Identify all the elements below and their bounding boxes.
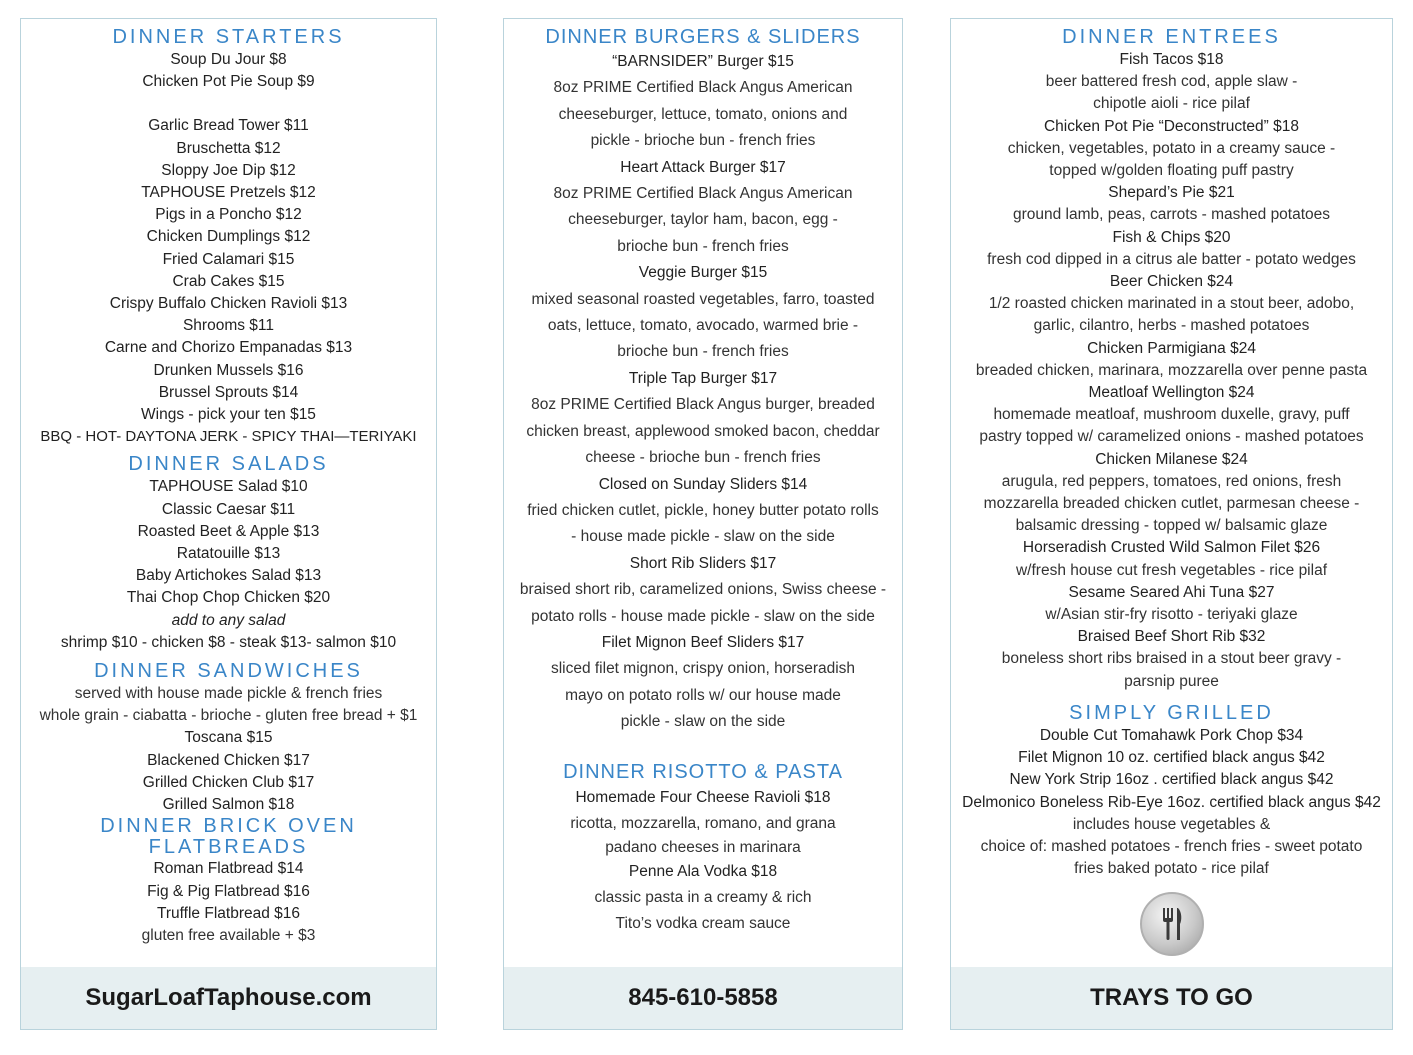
menu-item: Grilled Chicken Club $17: [142, 773, 315, 791]
item-description: sliced filet mignon, crispy onion, horseradish: [550, 660, 856, 678]
item-description: parsnip puree: [1124, 672, 1219, 690]
menu-item: Soup Du Jour $8: [170, 51, 287, 68]
dinner-flatbreads-heading: DINNER BRICK OVEN: [100, 815, 357, 838]
item-description: potato rolls - house made pickle - slaw on the side: [531, 607, 875, 625]
item-description: breaded chicken, marinara, mozzarella over penne pasta: [975, 361, 1368, 379]
menu-item: Chicken Milanese $24: [1095, 450, 1248, 468]
menu-item: Braised Beef Short Rib $32: [1077, 628, 1266, 646]
menu-item: Toscana $15: [184, 729, 273, 747]
menu-item: Meatloaf Wellington $24: [1088, 384, 1255, 402]
item-description: boneless short ribs braised in a stout beer gravy -: [1001, 650, 1342, 668]
menu-item: Shrooms $11: [182, 317, 275, 335]
menu-item: Garlic Bread Tower $11: [148, 117, 309, 135]
menu-item: Baby Artichokes Salad $13: [135, 567, 322, 585]
item-description: brioche bun - french fries: [617, 343, 789, 361]
item-description: cheeseburger, lettuce, tomato, onions and: [558, 105, 848, 123]
item-description: 8oz PRIME Certified Black Angus American: [553, 79, 853, 97]
menu-item: Triple Tap Burger $17: [628, 369, 778, 387]
salad-add-note: add to any salad: [171, 611, 286, 629]
item-description: padano cheeses in marinara: [605, 838, 801, 856]
item-description: balsamic dressing - topped w/ balsamic glaze: [1015, 517, 1328, 535]
item-description: Tito’s vodka cream sauce: [615, 915, 791, 933]
menu-item: New York Strip 16oz . certified black angus $42: [1009, 771, 1334, 789]
menu-item: Fried Calamari $15: [162, 250, 295, 268]
menu-item: Thai Chop Chop Chicken $20: [126, 589, 331, 607]
item-description: brioche bun - french fries: [617, 237, 789, 255]
item-description: includes house vegetables &: [1072, 815, 1271, 833]
menu-item: Roman Flatbread $14: [153, 860, 304, 878]
menu-item: Penne Ala Vodka $18: [628, 862, 778, 880]
item-description: choice of: mashed potatoes - french fries - sweet potato: [980, 837, 1363, 855]
menu-item: Horseradish Crusted Wild Salmon Filet $26: [1022, 539, 1321, 557]
menu-item: Filet Mignon 10 oz. certified black angus $42: [1018, 749, 1325, 767]
right-column: [951, 25, 1392, 956]
item-description: garlic, cilantro, herbs - mashed potatoes: [1033, 317, 1310, 335]
trays-to-go-footer: TRAYS TO GO: [951, 967, 1392, 1029]
dinner-entrees-heading: DINNER ENTREES: [1062, 26, 1281, 48]
item-description: topped w/golden floating puff pastry: [1049, 162, 1294, 180]
website-footer: SugarLoafTaphouse.com: [21, 967, 436, 1029]
menu-item: Chicken Pot Pie “Deconstructed” $18: [1043, 117, 1300, 135]
menu-item: “BARNSIDER” Burger $15: [612, 53, 794, 70]
menu-item: Truffle Flatbread $16: [156, 904, 301, 922]
fork-knife-glyph: [1158, 906, 1186, 942]
dinner-starters-heading: DINNER STARTERS: [112, 26, 345, 48]
item-description: fries baked potato - rice pilaf: [1074, 860, 1269, 878]
item-description: 8oz PRIME Certified Black Angus American: [553, 185, 853, 203]
menu-item: Fish & Chips $20: [1112, 228, 1231, 246]
item-description: chipotle aioli - rice pilaf: [1093, 95, 1250, 113]
item-description: oats, lettuce, tomato, avocado, warmed brie -: [547, 317, 859, 335]
menu-item: Chicken Parmigiana $24: [1087, 339, 1256, 357]
menu-item: TAPHOUSE Salad $10: [149, 478, 308, 496]
menu-item: Delmonico Boneless Rib-Eye 16oz. certified black angus $42: [962, 793, 1381, 811]
item-description: ricotta, mozzarella, romano, and grana: [570, 814, 836, 832]
middle-column: [504, 25, 902, 938]
item-description: w/fresh house cut fresh vegetables - rice pilaf: [1015, 561, 1327, 579]
menu-item: TAPHOUSE Pretzels $12: [141, 184, 316, 202]
dinner-burgers-heading: DINNER BURGERS & SLIDERS: [545, 26, 861, 48]
menu-item: Beer Chicken $24: [1109, 273, 1234, 291]
item-description: chicken, vegetables, potato in a creamy sauce -: [1007, 139, 1336, 157]
dinner-flatbreads-heading-2: FLATBREADS: [148, 836, 309, 859]
item-description: homemade meatloaf, mushroom duxelle, gravy, puff: [993, 406, 1350, 424]
menu-item: Crispy Buffalo Chicken Ravioli $13: [109, 295, 348, 313]
item-description: ground lamb, peas, carrots - mashed potatoes: [1012, 206, 1331, 224]
right-panel: [950, 18, 1393, 1030]
fork-knife-icon: [1140, 892, 1204, 956]
item-description: chicken breast, applewood smoked bacon, cheddar: [526, 422, 880, 440]
salad-add-items: shrimp $10 - chicken $8 - steak $13- salmon $10: [60, 633, 397, 651]
menu-item: Carne and Chorizo Empanadas $13: [104, 339, 353, 357]
item-description: mozzarella breaded chicken cutlet, parmesan cheese -: [983, 495, 1360, 513]
menu-item: Sesame Seared Ahi Tuna $27: [1068, 583, 1275, 601]
item-description: fried chicken cutlet, pickle, honey butter potato rolls: [527, 501, 879, 519]
item-description: braised short rib, caramelized onions, Swiss cheese -: [519, 581, 887, 599]
wing-flavors: BBQ - HOT- DAYTONA JERK - SPICY THAI—TERIYAKI: [40, 428, 417, 446]
item-description: mayo on potato rolls w/ our house made: [565, 686, 841, 704]
menu-item: Sloppy Joe Dip $12: [161, 161, 296, 179]
item-description: pickle - brioche bun - french fries: [590, 132, 816, 150]
menu-item: Pigs in a Poncho $12: [155, 206, 302, 224]
item-description: w/Asian stir-fry risotto - teriyaki glaze: [1045, 606, 1298, 624]
menu-item: Crab Cakes $15: [172, 272, 285, 290]
item-description: 8oz PRIME Certified Black Angus burger, breaded: [531, 396, 875, 414]
item-description: arugula, red peppers, tomatoes, red onions, fresh: [1001, 472, 1342, 490]
left-panel: [20, 18, 437, 1030]
item-description: - house made pickle - slaw on the side: [571, 528, 835, 546]
menu-item: Brussel Sprouts $14: [158, 383, 299, 401]
menu-item: Drunken Mussels $16: [153, 361, 304, 379]
dinner-sandwiches-heading: DINNER SANDWICHES: [94, 660, 363, 683]
middle-panel: [503, 18, 903, 1030]
menu-item: Shepard’s Pie $21: [1108, 184, 1235, 202]
menu-item: Short Rib Sliders $17: [629, 554, 777, 572]
menu-item: Veggie Burger $15: [638, 264, 768, 282]
menu-item: Homemade Four Cheese Ravioli $18: [575, 788, 831, 806]
left-column: [21, 25, 436, 947]
dinner-salads-heading: DINNER SALADS: [128, 453, 329, 476]
menu-item: Double Cut Tomahawk Pork Chop $34: [1039, 726, 1304, 744]
menu-item: Roasted Beet & Apple $13: [137, 522, 320, 540]
menu-item: Grilled Salmon $18: [162, 796, 295, 814]
menu-item: Bruschetta $12: [176, 139, 281, 157]
sandwich-note: whole grain - ciabatta - brioche - gluten free bread + $1: [39, 707, 418, 725]
menu-item: Fish Tacos $18: [1119, 51, 1224, 68]
menu-item: Blackened Chicken $17: [147, 751, 310, 769]
menu-item: Filet Mignon Beef Sliders $17: [601, 633, 805, 651]
item-description: 1/2 roasted chicken marinated in a stout beer, adobo,: [988, 295, 1355, 313]
menu-item: Wings - pick your ten $15: [141, 406, 316, 424]
menu-item: Chicken Dumplings $12: [146, 228, 311, 246]
item-description: beer battered fresh cod, apple slaw -: [1045, 73, 1298, 91]
item-description: fresh cod dipped in a citrus ale batter - potato wedges: [987, 250, 1356, 268]
menu-item: Ratatouille $13: [176, 545, 281, 563]
item-description: cheese - brioche bun - french fries: [585, 449, 821, 467]
simply-grilled-heading: SIMPLY GRILLED: [1069, 701, 1274, 724]
item-description: pastry topped w/ caramelized onions - mashed potatoes: [979, 428, 1364, 446]
flatbread-note: gluten free available + $3: [141, 926, 316, 944]
menu-item: Heart Attack Burger $17: [620, 158, 786, 176]
item-description: mixed seasonal roasted vegetables, farro, toasted: [531, 290, 875, 308]
dinner-pasta-heading: DINNER RISOTTO & PASTA: [563, 760, 843, 783]
phone-footer: 845-610-5858: [504, 967, 902, 1029]
menu-item: Closed on Sunday Sliders $14: [598, 475, 808, 493]
item-description: cheeseburger, taylor ham, bacon, egg -: [568, 211, 838, 229]
menu-item: Chicken Pot Pie Soup $9: [142, 73, 315, 91]
item-description: classic pasta in a creamy & rich: [594, 888, 812, 906]
item-description: pickle - slaw on the side: [620, 713, 786, 731]
sandwich-note: served with house made pickle & french fries: [74, 685, 383, 703]
menu-item: Classic Caesar $11: [161, 500, 296, 518]
menu-item: Fig & Pig Flatbread $16: [147, 882, 310, 900]
